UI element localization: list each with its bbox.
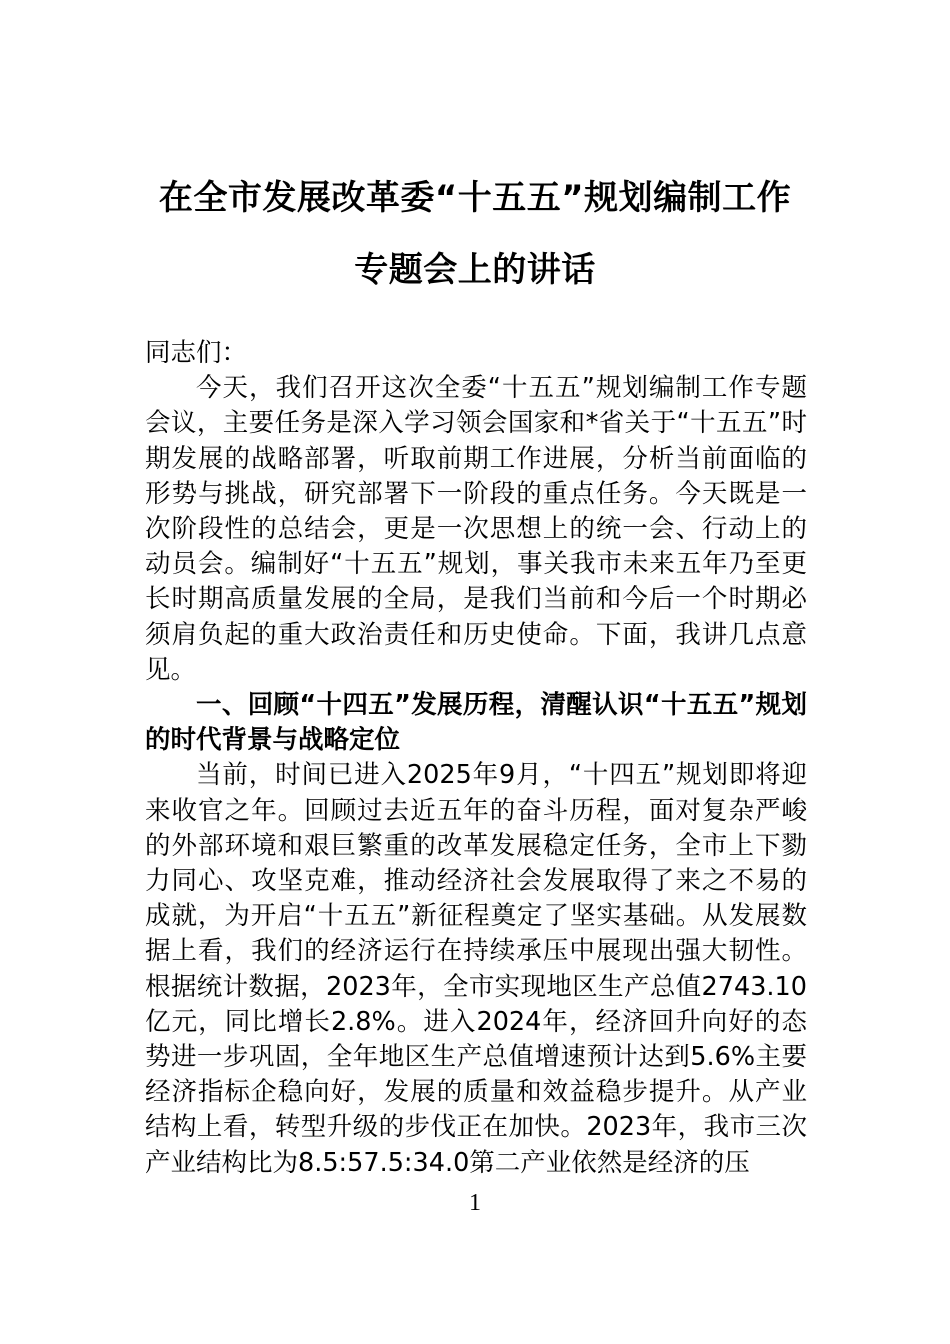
- paragraph-intro: 今天，我们召开这次全委“十五五”规划编制工作专题会议，主要任务是深入学习领会国家和*省关于“十五五”时期发展的战略部署，听取前期工作进展，分析当前面临的形势与挑战，研究部署下一阶段的重点任务。今天既是一次阶段性的总结会，更是一次思想上的统一会、行动上的动员会。编制好“十五五”规划，事关我市未来五年乃至更长时期高质量发展的全局，是我们当前和今后一个时期必须肩负起的重大政治责任和历史使命。下面，我讲几点意见。: [145, 373, 807, 685]
- document-body: [145, 336, 807, 1181]
- salutation: 同志们：: [145, 338, 248, 368]
- document-title: 在全市发展改革委“十五五”规划编制工作专题会上的讲话: [158, 178, 792, 290]
- section-heading-1: 一、回顾“十四五”发展历程，清醒认识“十五五”规划的时代背景与战略定位: [145, 690, 807, 756]
- page-number: 1: [469, 1190, 481, 1216]
- paragraph-review: 当前，时间已进入2025年9月，“十四五”规划即将迎来收官之年。回顾过去近五年的奋斗历程，面对复杂严峻的外部环境和艰巨繁重的改革发展稳定任务，全市上下勠力同心、攻坚克难，推动经济社会发展取得了来之不易的成就，为开启“十五五”新征程奠定了坚实基础。从发展数据上看，我们的经济运行在持续承压中展现出强大韧性。根据统计数据，2023年，全市实现地区生产总值2743.10亿元，同比增长2.8%。进入2024年，经济回升向好的态势进一步巩固，全年地区生产总值增速预计达到5.6%主要经济指标企稳向好，发展的质量和效益稳步提升。从产业结构上看，转型升级的步伐正在加快。2023年，我市三次产业结构比为8.5:57.5:34.0第二产业依然是经济的压: [145, 760, 807, 1178]
